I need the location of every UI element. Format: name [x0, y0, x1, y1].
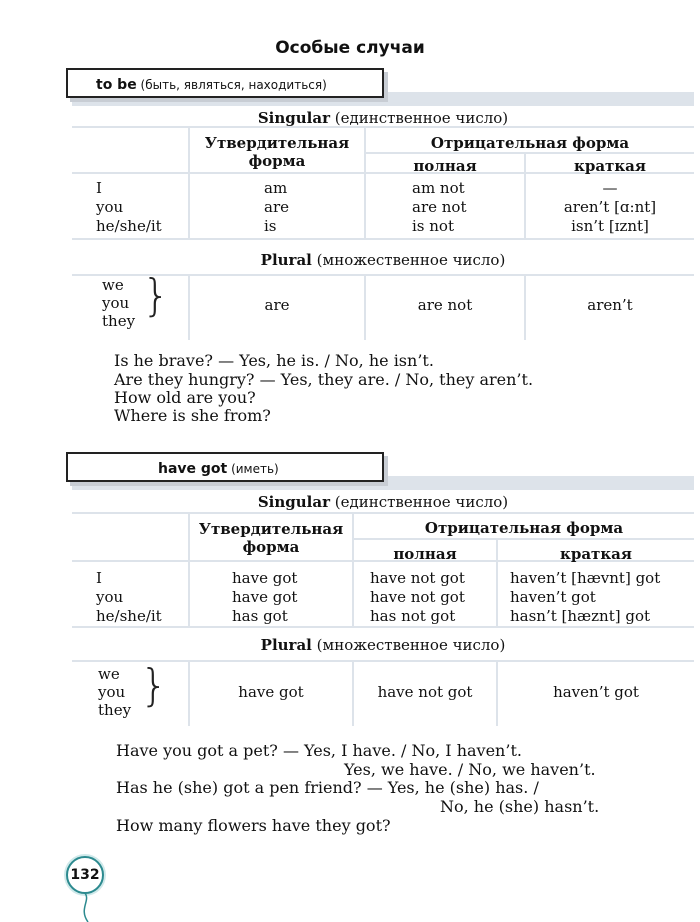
- label-bold: to be: [96, 77, 137, 93]
- affirm-column: am are is: [264, 179, 289, 235]
- plural-pronoun-column: we you they: [98, 665, 132, 719]
- example-line: Are they hungry? — Yes, they are. / No, they aren’t.: [114, 370, 534, 389]
- full-column: am not are not is not: [412, 179, 467, 235]
- affirm-header: Утвердительная форма: [204, 134, 350, 170]
- plural-pronoun-column: we you they: [102, 276, 136, 330]
- example-line: Has he (she) got a pen friend? — Yes, he (she) has. /: [116, 778, 539, 797]
- page-number-balloon: 132: [66, 856, 104, 894]
- balloon-string-icon: [82, 892, 96, 922]
- negative-header: Отрицательная форма: [424, 519, 624, 537]
- plural-short: aren’t: [587, 296, 633, 314]
- short-header: краткая: [574, 157, 646, 175]
- pronoun-column: I you he/she/it: [96, 569, 162, 625]
- short-column: haven’t [hævnt] got haven’t got hasn’t [hæznt] got: [510, 569, 661, 625]
- example-line: Is he brave? — Yes, he is. / No, he isn’t.: [114, 351, 434, 370]
- full-column: have not got have not got has not got: [370, 569, 465, 625]
- full-header: полная: [413, 157, 477, 175]
- singular-header: Singular (единственное число): [257, 493, 509, 511]
- affirm-column: have got have got has got: [232, 569, 298, 625]
- label-hint: (иметь): [231, 462, 279, 476]
- section-label-have-got: [66, 452, 384, 482]
- plural-header: Plural (множественное число): [260, 636, 506, 654]
- section-label-to-be: [66, 68, 384, 98]
- example-line: Yes, we have. / No, we haven’t.: [344, 760, 596, 779]
- example-line: Have you got a pet? — Yes, I have. / No, I haven’t.: [116, 741, 522, 760]
- brace-icon: }: [142, 270, 170, 321]
- negative-header: Отрицательная форма: [430, 134, 630, 152]
- plural-full: are not: [417, 296, 473, 314]
- label-hint: (быть, являться, находиться): [140, 78, 327, 92]
- page-title: Особые случаи: [275, 38, 425, 58]
- label-bold: have got: [158, 461, 228, 477]
- short-header: краткая: [560, 545, 632, 563]
- plural-header: Plural (множественное число): [260, 251, 506, 269]
- brace-icon: }: [140, 660, 168, 711]
- plural-full: have not got: [377, 683, 473, 701]
- example-line: No, he (she) hasn’t.: [440, 797, 600, 816]
- plural-short: haven’t got: [553, 683, 639, 701]
- plural-affirm: are: [264, 296, 290, 314]
- example-line: Where is she from?: [114, 406, 271, 425]
- short-column: — aren’t [ɑ:nt] isn’t [ɪznt]: [563, 179, 657, 235]
- full-header: полная: [393, 545, 457, 563]
- plural-affirm: have got: [238, 683, 304, 701]
- affirm-header: Утвердительная форма: [198, 520, 344, 556]
- example-line: How old are you?: [114, 388, 256, 407]
- pronoun-column: I you he/she/it: [96, 179, 162, 235]
- singular-header: Singular (единственное число): [257, 109, 509, 127]
- example-line: How many flowers have they got?: [116, 816, 391, 835]
